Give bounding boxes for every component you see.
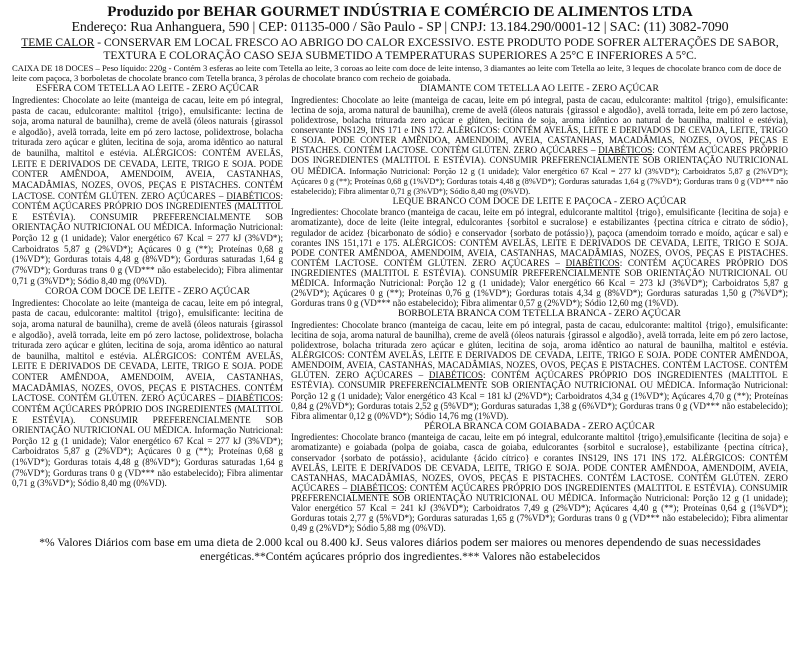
- ingredients-text: Ingredientes: Chocolate branco (manteiga de cacau, leite em pó integral, pasta de cacau, edulcorante: maltitol {trigo}, emulsificante: lecitina de soja, aroma natural de baunilha), creme de avelã (óleos naturais {girassol e algodão}, avelã torrada, leite em pó zero lactose, polidextrose, bolacha triturada zero açúcar e glúten, lecitina de soja, aroma idêntico ao natural de baunilha, maltitol e estévia.: [291, 319, 788, 351]
- diabetics-text: : CONTÉM AÇÚCARES PRÓPRIO DOS INGREDIENTES (MALTITOL E ESTÉVIA). CONSUMIR PREFERENCIALMENTE SOB ORIENTAÇÃO NUTRICIONAL OU MÉDICA.: [291, 257, 788, 289]
- left-column: [12, 84, 283, 534]
- nutrition-text: Informação Nutricional: Porção 12 g (1 unidade); Valor energético 67 Kcal = 277 kJ (3%VD*); Carboidratos 5,87 g (2%VD*); Açúcares 0 g (**); Proteínas 0,68 g (1%VD*); Gorduras totais 4,48 g (8%VD*); Gorduras saturadas 1,64 g (7%VD*); Gorduras trans 0 g (VD*** não estabelecido); Fibra alimentar 0,71 g (3%VD*); Sódio 8,40 mg (0%VD).: [12, 222, 283, 286]
- label-header: [12, 4, 788, 35]
- product-description: [291, 95, 788, 196]
- product-esfera: [12, 84, 283, 286]
- address-line: Endereço: Rua Anhanguera, 590 | CEP: 01135-000 / São Paulo - SP | CNPJ: 13.184.290/0001-12 | SAC: (11) 3082-7090: [71, 20, 729, 36]
- nutrition-text: Informação Nutricional: Porção 12 g (1 unidade); Valor energético 66 Kcal = 273 kJ (3%VD*); Carboidratos 5,87 g (2%VD*); Açúcares 0 g (**); Proteínas 0,76 g (1%VD*); Gorduras totais 4,34 g (8%VD*); Gorduras saturadas 1,50 g (7%VD*); Gorduras trans 0 g (VD*** não estabelecido); Fibra alimentar 0,57 g (2%VD*); Sódio 12,60 mg (1%VD).: [291, 278, 788, 309]
- allergens-text: ALÉRGICOS: CONTÉM AVELÃS, LEITE E DERIVADOS DE CEVADA, LEITE, TRIGO E SOJA. PODE CONTER AMÊNDOA, AMENDOIM, AVEIA, CASTANHAS, MACADÂMIAS, NOZES, OVOS, PEÇAS E PISTACHES. CONTÉM LACTOSE. CONTÉM GLÚTEN. ZERO AÇÚCARES –: [291, 350, 788, 381]
- diabetics-text: : CONTÉM AÇÚCARES PRÓPRIO DOS INGREDIENTES (MALTITOL E ESTÉVIA). CONSUMIR PREFERENCIALMENTE SOB ORIENTAÇÃO NUTRICIONAL OU MÉDICA.: [12, 190, 283, 233]
- product-borboleta: [291, 309, 788, 420]
- right-column: [291, 84, 788, 534]
- nutrition-text: Informação Nutricional: Porção 12 g (1 unidade); Valor energético 43 Kcal = 181 kJ (2%VD*); Carboidratos 4,34 g (1%VD*); Açúcares 4,70 g (**); Proteínas 0,84 g (2%VD*); Gorduras totais 2,52 g (5%VD*); Gorduras saturadas 1,38 g (6%VD*); Gorduras trans 0 g (VD*** não estabelecido); Fibra alimentar 0,12 g (0%VD*); Sódio 14,76 mg (1%VD).: [291, 380, 788, 421]
- allergens-text: ALÉRGICOS: CONTÉM AVELÃS, LEITE E DERIVADOS DE CEVADA, LEITE, TRIGO E SOJA. PODE CONTER AMÊNDOA, AMENDOIM, AVEIA, CASTANHAS, MACADÂMIAS, NOZES, OVOS, PEÇAS E PISTACHES. CONTÉM LACTOSE. CONTÉM GLÚTEN. ZERO AÇÚCARES –: [291, 125, 788, 156]
- product-perola: [291, 422, 788, 533]
- product-title: COROA COM DOCE DE LEITE - ZERO AÇÚCAR: [45, 286, 250, 298]
- allergens-text: ALÉRGICOS: CONTÉM AVELÃS, LEITE E DERIVADOS DE CEVADA, LEITE, TRIGO E SOJA. PODE CONTER AMÊNDOA, AMENDOIM, AVEIA, CASTANHAS, MACADÂMIAS, NOZES, OVOS, PEÇAS E PISTACHES. CONTÉM LACTOSE. CONTÉM GLÚTEN. ZERO AÇÚCARES –: [12, 350, 283, 404]
- ingredients-text: Ingredientes: Chocolate ao leite (manteiga de cacau, leite em pó integral, pasta de cacau, edulcorante: maltitol {trigo}, emulsificante: lectina de soja, aroma natural de baunilha), creme de avelã (óleos naturais {girassol e algodão}, avelã torrada, leite em pó zero lactose, polidextrose, bolacha triturada zero açúcar e glúten, lecitina de soja, aroma idêntico ao natural de baunilha, maltitol e estévia), conservante INS129, INS 171 e INS 172.: [291, 94, 788, 136]
- manufacturer-line: Produzido por BEHAR GOURMET INDÚSTRIA E COMÉRCIO DE ALIMENTOS LTDA: [107, 4, 693, 20]
- ingredients-text: Ingredientes: Chocolate ao leite (manteiga de cacau, leite em pó integral, pasta de cacau, edulcorante: maltitol {trigo}, emulsificante: lectina de soja, aroma natural de baunilha), creme de avelã (óleos naturais {girassol e algodão}, avelã torrada, leite em pó zero lactose, polidextrose, bolacha triturada zero açúcar e glúten, lecitina de soja, aroma idêntico ao natural de baunilha, maltitol e estévia.: [12, 94, 283, 159]
- diabetics-text: : CONTÉM AÇÚCARES PRÓPRIO DOS INGREDIENTES (MALTITOL E ESTÉVIA). CONSUMIR PREFERENCIALMENTE SOB ORIENTAÇÃO NUTRICIONAL OU MÉDICA.: [291, 482, 788, 503]
- product-description: [291, 207, 788, 308]
- product-columns: [12, 84, 788, 534]
- nutrition-text: Informação Nutricional: Porção 12 g (1 unidade); Valor energético 57 Kcal = 241 kJ (3%VD*); Carboidratos 7,49 g (2%VD*); Açúcares 4,40 g (**); Proteínas 0,64 g (1%VD*); Gorduras totais 2,77 g (5%VD*); Gorduras saturadas 1,65 g (7%VD*); Gorduras trans 0 g (VD*** não estabelecido); Fibra alimentar 0,49 g (2%VD*); Sódio 5,88 mg (0%VD).: [291, 492, 788, 534]
- product-title: PÉROLA BRANCA COM GOIABADA - ZERO AÇÚCAR: [424, 420, 655, 432]
- ingredients-text: Ingredientes: Chocolate branco (manteiga de cacau, leite em pó integral, edulcorante maltitol {trigo},emulsificante {lecitina de soja} e aromatizante) e goiabada (polpa de goiaba, casca de goiaba, edulcorantes {sorbitol e sucralose}, estabilizante {pectina cítrica}, conservador {sorbato de potássio}, acidulante {ácido cítrico} e corantes INS129, INS 171 INS 172.: [291, 432, 788, 463]
- product-description: [12, 298, 283, 489]
- product-title: LEQUE BRANCO COM DOCE DE LEITE E PAÇOCA - ZERO AÇÚCAR: [392, 195, 687, 207]
- diabetics-text: : CONTÉM AÇÚCARES PRÓPRIO DOS INGREDIENTES (MALTITOL E ESTÉVIA). CONSUMIR PREFERENCIALMENTE SOB ORIENTAÇÃO NUTRICIONAL OU MÉDICA.: [12, 393, 283, 436]
- nutrition-text: Informação Nutricional: Porção 12 g (1 unidade); Valor energético 67 Kcal = 277 kJ (3%VD*); Carboidratos 5,87 g (2%VD*); Açúcares 0 g (**); Proteínas 0,68 g (1%VD*); Gorduras totais 4,48 g (8%VD*); Gorduras saturadas 1,64 g (7%VD*); Gorduras trans 0 g (VD*** não estabelecido); Fibra alimentar 0,71 g (3%VD*); Sódio 8,40 mg (0%VD).: [291, 166, 788, 196]
- product-title: DIAMANTE COM TETELLA AO LEITE - ZERO AÇÚCAR: [420, 83, 659, 95]
- allergens-text: ALÉRGICOS: CONTÉM AVELÃS, LEITE E DERIVADOS DE CEVADA, LEITE, TRIGO E SOJA. PODE CONTER AMÊNDOA, AMENDOIM, AVEIA, CASTANHAS, MACADÂMIAS, NOZES, OVOS, PEÇAS E PISTACHES. CONTÉM LACTOSE. CONTÉM GLÚTEN. ZERO AÇÚCARES –: [291, 237, 788, 268]
- daily-values-footnote: *% Valores Diários com base em uma dieta de 2.000 kcal ou 8.400 kJ. Seus valores diários podem ser maiores ou menores dependendo de suas necessidades energéticas.**Contém açúcares próprio dos ingredientes.*** Valores não estabelecidos: [39, 537, 761, 564]
- ingredients-text: Ingredientes: Chocolate ao leite (manteiga de cacau, leite em pó integral, pasta de cacau, edulcorante: maltitol {trigo}, emulsificante: lecitina de soja, aroma natural de baunilha), creme de avelã (óleos naturais {girassol e algodão}, avelã torrada, leite em pó zero lactose, polidextrose, bolacha triturada zero açúcar e glúten, lecitina de soja, aroma idêntico ao natural de baunilha, maltitol e estévia.: [12, 297, 283, 361]
- product-description: [291, 320, 788, 421]
- diabetics-label: DIABÉTICOS: [350, 482, 405, 493]
- product-description: [12, 95, 283, 286]
- box-contents: CAIXA DE 18 DOCES – Peso líquido: 220g - Contém 3 esferas ao leite com Tetella ao leite, 3 coroas ao leite com doce de leite intenso, 3 diamantes ao leite com Tetella ao leite, 3 leques de chocolate branco com de doce de leite com paçoca, 3 borboletas de chocolate branco com Tetella branca, 3 pérolas de chocolate branco com recheio de goiabada.: [12, 63, 782, 83]
- diabetics-text: : CONTÉM AÇÚCARES PRÓPRIO DOS INGREDIENTES (MALTITOL E ESTÉVIA). CONSUMIR PREFERENCIALMENTE SOB ORIENTAÇÃO NUTRICIONAL OU MÉDICA.: [291, 370, 788, 391]
- product-description: [291, 432, 788, 533]
- diabetics-label: DIABÉTICOS: [598, 145, 653, 156]
- diabetics-label: DIABÉTICOS: [428, 370, 483, 381]
- nutrition-text: Informação Nutricional: Porção 12 g (1 unidade); Valor energético 67 Kcal = 277 kJ (3%VD*); Carboidratos 5,87 g (2%VD*); Açúcares 0 g (**); Proteínas 0,68 g (1%VD*); Gorduras totais 4,48 g (8%VD*); Gorduras saturadas 1,64 g (7%VD*); Gorduras trans 0 g (VD*** não estabelecido); Fibra alimentar 0,71 g (3%VD*); Sódio 8,40 mg (0%VD).: [12, 425, 283, 489]
- allergens-text: ALÉRGICOS: CONTÉM AVELÃS, LEITE E DERIVADOS DE CEVADA, LEITE, TRIGO E SOJA. PODE CONTER AMÊNDOA, AMENDOIM, AVEIA, CASTANHAS, MACADÂMIAS, NOZES, OVOS, PEÇAS E PISTACHES. CONTÉM LACTOSE. CONTÉM GLÚTEN. ZERO AÇÚCARES –: [291, 452, 788, 493]
- storage-warning-text: - CONSERVAR EM LOCAL FRESCO AO ABRIGO DO CALOR EXCESSIVO. ESTE PRODUTO PODE SOFRER ALTERAÇÕES DE SABOR, TEXTURA E COLORAÇÃO CASO SEJA SUBMETIDO A TEMPERATURAS SUPERIORES A 25°C E INFERIORES A 5°C.: [94, 37, 779, 62]
- diabetics-label: DIABÉTICOS: [565, 257, 620, 268]
- diabetics-label: DIABÉTICOS: [226, 190, 281, 201]
- product-diamante: [291, 84, 788, 195]
- product-coroa: [12, 287, 283, 489]
- storage-warning: [12, 37, 788, 62]
- product-title: ESFERA COM TETELLA AO LEITE - ZERO AÇÚCAR: [36, 83, 259, 95]
- storage-warning-lead: TEME CALOR: [21, 37, 95, 50]
- ingredients-text: Ingredientes: Chocolate branco (manteiga de cacau, leite em pó integral, edulcorante maltitol {trigo}, emulsificante {lecitina de soja} e aromatizante), doce de leite (leite integral, edulcorantes {sorbitol e sucralose} e estabilizantes {pectina cítrica e citrato de sódio}, regulador de acidez {bicarbonato de sódio} e conservador {sorbato de potássio}), paçoca (amendoim torrado e moído, açúcar e sal) e corantes INS 151,171 e 175.: [291, 207, 788, 248]
- allergens-text: ALÉRGICOS: CONTÉM AVELÃS, LEITE E DERIVADOS DE CEVADA, LEITE, TRIGO E SOJA. PODE CONTER AMÊNDOA, AMENDOIM, AVEIA, CASTANHAS, MACADÂMIAS, NOZES, OVOS, PEÇAS E PISTACHES. CONTÉM LACTOSE. CONTÉM GLÚTEN. ZERO AÇÚCARES –: [12, 148, 283, 201]
- diabetics-text: : CONTÉM AÇÚCARES PRÓPRIO DOS INGREDIENTES (MALTITOL E ESTÉVIA). CONSUMIR PREFERENCIALMENTE SOB ORIENTAÇÃO NUTRICIONAL OU MÉDICA.: [291, 145, 788, 176]
- product-leque: [291, 197, 788, 308]
- product-title: BORBOLETA BRANCA COM TETELLA BRANCA - ZERO AÇÚCAR: [398, 308, 681, 320]
- diabetics-label: DIABÉTICOS: [226, 393, 281, 404]
